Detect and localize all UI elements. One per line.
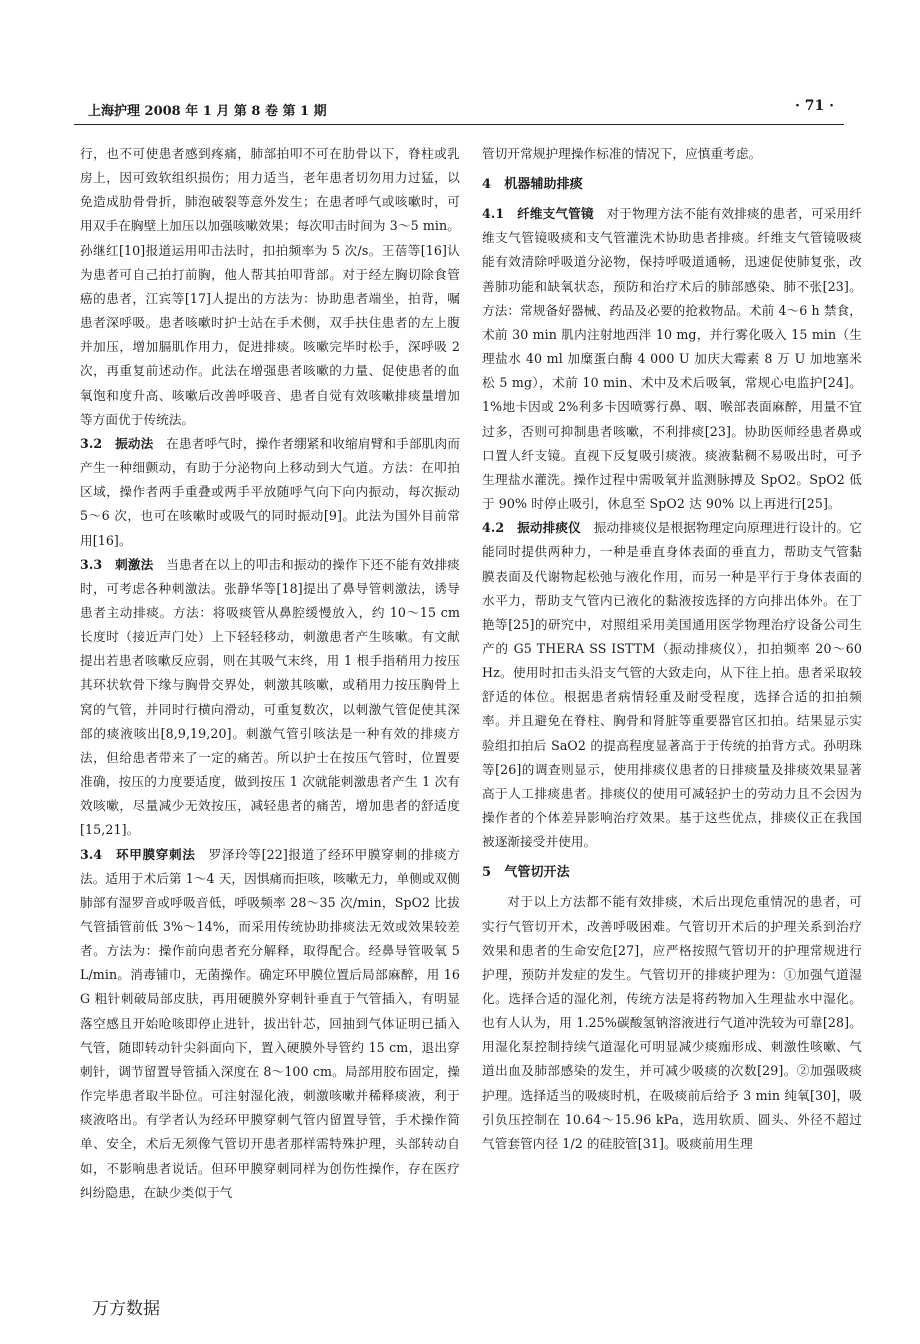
section-3-2-body: 在患者呼气时，操作者绷紧和收缩肩臂和手部肌肉而产生一种细颤动，有助于分泌物向上移动到大气道。方法：在叩拍区域，操作者两手重叠或两手平放随呼气向下向内振动，每次振动 5～6 次，也可在咳嗽时或吸气的同时振动[9]。此法为国外目前常用[16]。 xyxy=(80,435,460,548)
left-column xyxy=(80,142,460,1205)
section-4-2-title: 4.2 振动排痰仪 xyxy=(482,520,581,536)
section-3-3-title: 3.3 刺激法 xyxy=(80,556,154,572)
journal-info: 上海护理 2008 年 1 月 第 8 卷 第 1 期 xyxy=(88,104,327,119)
section-4-1-body: 对于物理方法不能有效排痰的患者，可采用纤维支气管镜吸痰和支气管灌洗术协助患者排痰。纤维支气管镜吸痰能有效清除呼吸道分泌物，保持呼吸道通畅，迅速促使肺复张，改善肺功能和缺氧状态，预防和治疗术后的肺部感染、肺不张[23]。方法：常规备好器械、药品及必要的抢救物品。术前 4～6 h 禁食，术前 30 min 肌内注射地西泮 10 mg，并行雾化吸入 15 min（生理盐水 40 ml 加糜蛋白酶 4 000 U 加庆大霉素 8 万 U 加地塞米松 5 mg），术前 10 min、术中及术后吸氧，常规心电监护[24]。1%地卡因或 2%利多卡因喷雾行鼻、咽、喉部表面麻醉，用量不宜过多，否则可抑制患者咳嗽，不利排痰[23]。协助医师经患者鼻或口置人纤支镜。直视下反复吸引痰液。痰液黏稠不易吸出时，可予生理盐水灌洗。操作过程中需吸氧并监测脉搏及 SpO2。SpO2 低于 90% 时停止吸引，休息至 SpO2 达 90% 以上再进行[25]。 xyxy=(482,206,862,512)
section-3-3-body: 当患者在以上的叩击和振动的操作下还不能有效排痰时，可考虑各种刺激法。张静华等[18]提出了鼻导管刺激法，诱导患者主动排痰。方法：将吸痰管从鼻腔缓慢放入，约 10～15 cm 长度时（接近声门处）上下轻轻移动，刺激患者产生咳嗽。有文献提出若患者咳嗽反应弱，则在其吸气末终，用 1 根手指稍用力按压其环状软骨下缘与胸骨交界处，刺激其咳嗽，或稍用力按压胸骨上窝的气管，并同时行横向滑动，可重复数次，以刺激气管促使其深部的痰液咳出[8,9,19,20]。刺激气管引咳法是一种有效的排痰方法，但给患者带来了一定的痛苦。所以护士在按压气管时，位置要准确，按压的力度要适度，做到按压 1 次就能刺激患者产生 1 次有效咳嗽，尽量减少无效按压，减轻患者的痛苦，增加患者的舒适度[15,21]。 xyxy=(80,556,460,838)
page-number: · 71 · xyxy=(795,98,834,114)
watermark-wanfang: 万方数据 xyxy=(92,1299,160,1319)
section-4-1-title: 4.1 纤维支气管镜 xyxy=(482,206,594,222)
section-4-heading: 4 机器辅助排痰 xyxy=(482,177,583,193)
section-4-1 xyxy=(482,202,862,516)
right-column xyxy=(482,142,862,1156)
section-3-4 xyxy=(80,843,460,1205)
section-4-2-body: 振动排痰仪是根据物理定向原理进行设计的。它能同时提供两种力，一种是垂直身体表面的垂直力，帮助支气管黏膜表面及代谢物起松弛与液化作用，而另一种是平行于身体表面的水平力，帮助支气管内已液化的黏液按选择的方向排出体外。在丁艳等[25]的研究中，对照组采用美国通用医学物理治疗设备公司生产的 G5 THERA SS ISTTM（振动排痰仪），扣拍频率 20～60 Hz。使用时扣击头沿支气管的大致走向，从下往上拍。患者采取较舒适的体位。根据患者病情轻重及耐受程度，选择合适的扣拍频率。并且避免在脊柱、胸骨和肾脏等重要器官区扣拍。结果显示实验组扣拍后 SaO2 的提高程度显著高于于传统的拍背方式。孙明珠等[26]的调查则显示，使用排痰仪患者的日排痰量及排痰效果显著高于人工排痰患者。排痰仪的使用可减轻护士的劳动力且不会因为操作者的个体差异影响治疗效果。基于这些优点，排痰仪正在我国被逐渐接受并使用。 xyxy=(482,520,863,850)
section-3-2-title: 3.2 振动法 xyxy=(80,435,154,451)
section-3-2 xyxy=(80,432,460,553)
section-3-4-body: 罗泽玲等[22]报道了经环甲膜穿刺的排痰方法。适用于术后第 1～4 天，因惧痛而拒咳，咳嗽无力，单侧或双侧肺部有湿罗音或呼吸音低，呼吸频率 28～35 次/min，SpO2 比拔气管插管前低 3%～14%，而采用传统协助排痰法无效或效果较差者。方法为：操作前向患者充分解释，取得配合。经鼻导管吸氧 5 L/min。消毒铺巾，无菌操作。确定环甲膜位置后局部麻醉，用 16 G 粗针刺破局部皮肤，再用硬膜外穿刺针垂直于气管插入，有明显落空感且开始呛咳即停止进针，拔出针芯，回抽到气体证明已插入气管，随即转动针尖斜面向下，置入硬膜外导管约 15 cm，退出穿刺针，调节留置导管插入深度在 8～100 cm。局部用胶布固定，操作完毕患者取半卧位。可注射湿化液，刺激咳嗽并稀释痰液，利于痰液咯出。有学者认为经环甲膜穿刺气管内留置导管，手术操作简单、安全，术后无须像气管切开患者那样需特殊护理，头部转动自如，不影响患者说话。但环甲膜穿刺同样为创伤性操作，存在医疗纠纷隐患，在缺少类似于气 xyxy=(80,846,460,1200)
paragraph-continued-right: 管切开常规护理操作标准的情况下，应慎重考虑。 xyxy=(482,146,762,161)
section-5-body: 对于以上方法都不能有效排痰，术后出现危重情况的患者，可实行气管切开术，改善呼吸困难。气管切开术后的护理关系到治疗效果和患者的生命安危[27]，应严格按照气管切开的护理常规进行护理，预防并发症的发生。气管切开的排痰护理为：①加强气道湿化。选择合适的湿化剂，传统方法是将药物加入生理盐水中湿化。也有人认为，用 1.25%碳酸氢钠溶液进行气道冲洗较为可靠[28]。用湿化泵控制持续气道湿化可明显减少痰痂形成、刺激性咳嗽、气道出血及肺部感染的发生，并可减少吸痰的次数[29]。②加强吸痰护理。选择适当的吸痰时机，在吸痰前后给予 3 min 纯氧[30]，吸引负压控制在 10.64～15.96 kPa，选用软质、圆头、外径不超过气管套管内径 1/2 的硅胶管[31]。吸痰前用生理 xyxy=(482,894,862,1151)
header-rule xyxy=(74,124,844,125)
running-header xyxy=(74,98,844,120)
section-3-3 xyxy=(80,553,460,843)
section-3-4-title: 3.4 环甲膜穿刺法 xyxy=(80,846,196,862)
section-5-heading: 5 气管切开法 xyxy=(482,865,570,881)
paragraph-continued: 行，也不可使患者感到疼痛，肺部拍叩不可在肋骨以下，脊柱或乳房上，因可致软组织损伤；用力适当，老年患者切勿用力过猛，以免造成肋骨骨折，肺泡破裂等意外发生；在患者呼气或咳嗽时，可用双手在胸壁上加压以加强咳嗽效果；每次叩击时间为 3～5 min。孙继红[10]报道运用叩击法时，扣拍频率为 5 次/s。王蓓等[16]认为患者可自己拍打前胸，他人帮其拍叩背部。对于经左胸切除食管癌的患者，江宾等[17]人提出的方法为：协助患者端坐，拍背，嘱患者深呼吸。患者咳嗽时护士站在手术侧，双手扶住患者的左上腹并加压，增加膈肌作用力，促进排痰。咳嗽完毕时松手，深呼吸 2 次，再重复前述动作。此法在增强患者咳嗽的力量、促使患者的血氧饱和度升高、咳嗽后改善呼吸音、患者自觉有效咳嗽排痰量增加等方面优于传统法。 xyxy=(80,146,460,427)
section-4-2 xyxy=(482,516,862,854)
